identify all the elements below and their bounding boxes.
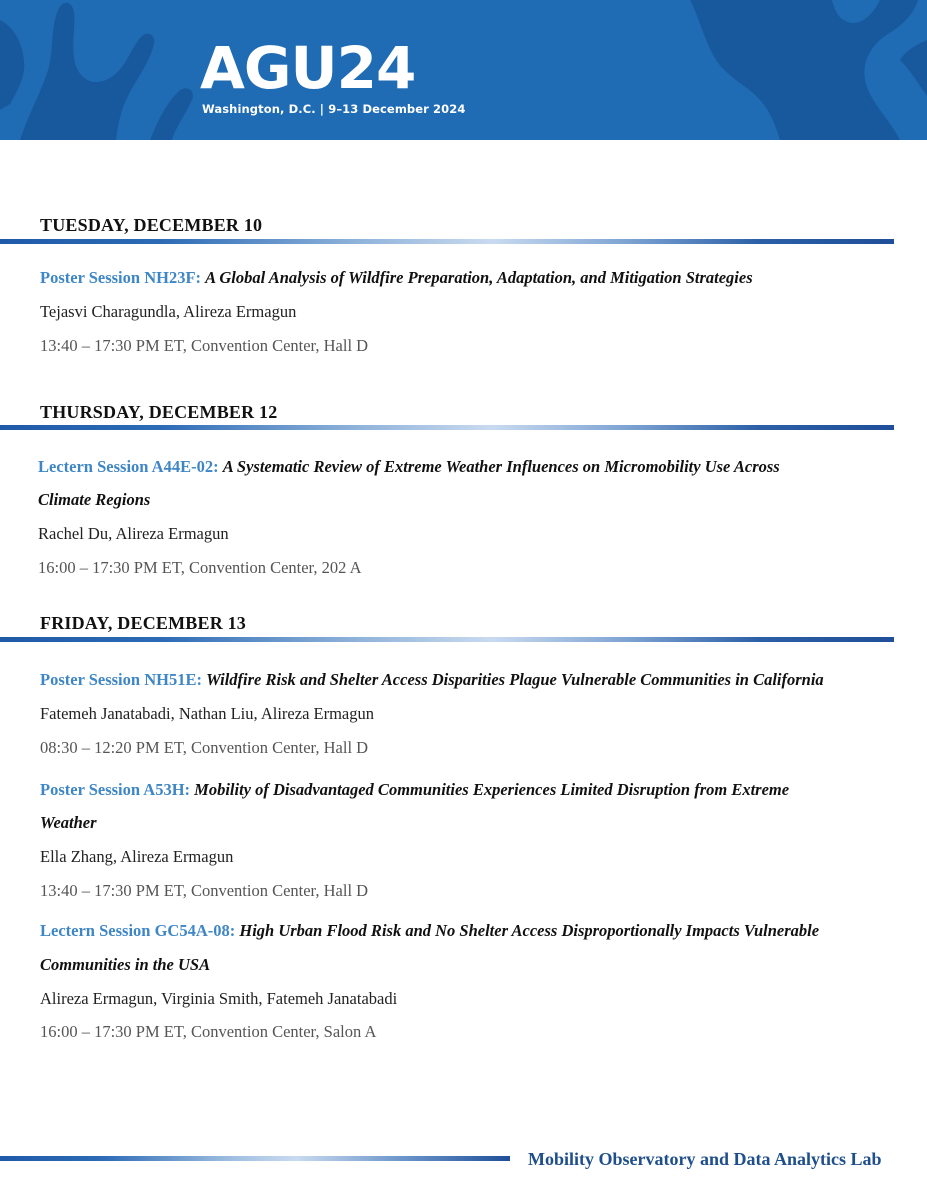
footer-lab-name: Mobility Observatory and Data Analytics Lab	[528, 1149, 882, 1169]
day-heading-thursday: THURSDAY, DECEMBER 12	[40, 402, 278, 422]
session-time-location: 08:30 – 12:20 PM ET, Convention Center, Hall D	[40, 738, 369, 757]
section-divider	[0, 239, 894, 244]
session-code: Poster Session A53H:	[40, 780, 191, 799]
session-code: Poster Session NH51E:	[40, 670, 202, 689]
session-code: Lectern Session GC54A-08:	[40, 921, 236, 940]
session-title: High Urban Flood Risk and No Shelter Access Disproportionally Impacts Vulnerable	[239, 921, 820, 940]
session-title-line	[40, 670, 824, 690]
section-divider	[0, 637, 894, 642]
logo-subtitle: Washington, D.C. | 9–13 December 2024	[202, 102, 466, 116]
session-code: Poster Session NH23F:	[40, 268, 202, 287]
session-title-continuation	[40, 813, 97, 833]
session-title-line	[38, 457, 780, 477]
session-time-location: 13:40 – 17:30 PM ET, Convention Center, Hall D	[40, 336, 369, 355]
footer-divider	[0, 1156, 510, 1161]
session-time-location: 16:00 – 17:30 PM ET, Convention Center, Salon A	[40, 1022, 377, 1041]
session-title: Climate Regions	[38, 490, 151, 509]
session-title-continuation	[38, 490, 150, 510]
session-title-continuation	[40, 955, 210, 975]
session-title-line	[40, 780, 789, 800]
session-title: Weather	[40, 813, 97, 832]
logo-text: AGU24	[200, 34, 416, 102]
session-authors: Rachel Du, Alireza Ermagun	[38, 524, 229, 543]
session-title: A Systematic Review of Extreme Weather Influences on Micromobility Use Across	[222, 457, 780, 476]
session-authors: Fatemeh Janatabadi, Nathan Liu, Alireza Ermagun	[40, 704, 375, 723]
session-title: Communities in the USA	[40, 955, 211, 974]
session-authors: Tejasvi Charagundla, Alireza Ermagun	[40, 302, 297, 321]
session-authors: Alireza Ermagun, Virginia Smith, Fatemeh Janatabadi	[40, 989, 398, 1008]
day-heading-tuesday: TUESDAY, DECEMBER 10	[40, 215, 263, 235]
session-title: Wildfire Risk and Shelter Access Disparities Plague Vulnerable Communities in California	[206, 670, 824, 689]
session-title: A Global Analysis of Wildfire Preparation, Adaptation, and Mitigation Strategies	[205, 268, 753, 287]
header-banner	[0, 0, 927, 140]
section-divider	[0, 425, 894, 430]
session-title-line	[40, 268, 753, 288]
session-title: Mobility of Disadvantaged Communities Experiences Limited Disruption from Extreme	[194, 780, 790, 799]
session-title-line	[40, 921, 819, 941]
session-time-location: 13:40 – 17:30 PM ET, Convention Center, Hall D	[40, 881, 369, 900]
day-heading-friday: FRIDAY, DECEMBER 13	[40, 613, 247, 633]
agu24-logo	[200, 36, 465, 116]
session-time-location: 16:00 – 17:30 PM ET, Convention Center, 202 A	[38, 558, 362, 577]
session-authors: Ella Zhang, Alireza Ermagun	[40, 847, 234, 866]
session-code: Lectern Session A44E-02:	[38, 457, 219, 476]
